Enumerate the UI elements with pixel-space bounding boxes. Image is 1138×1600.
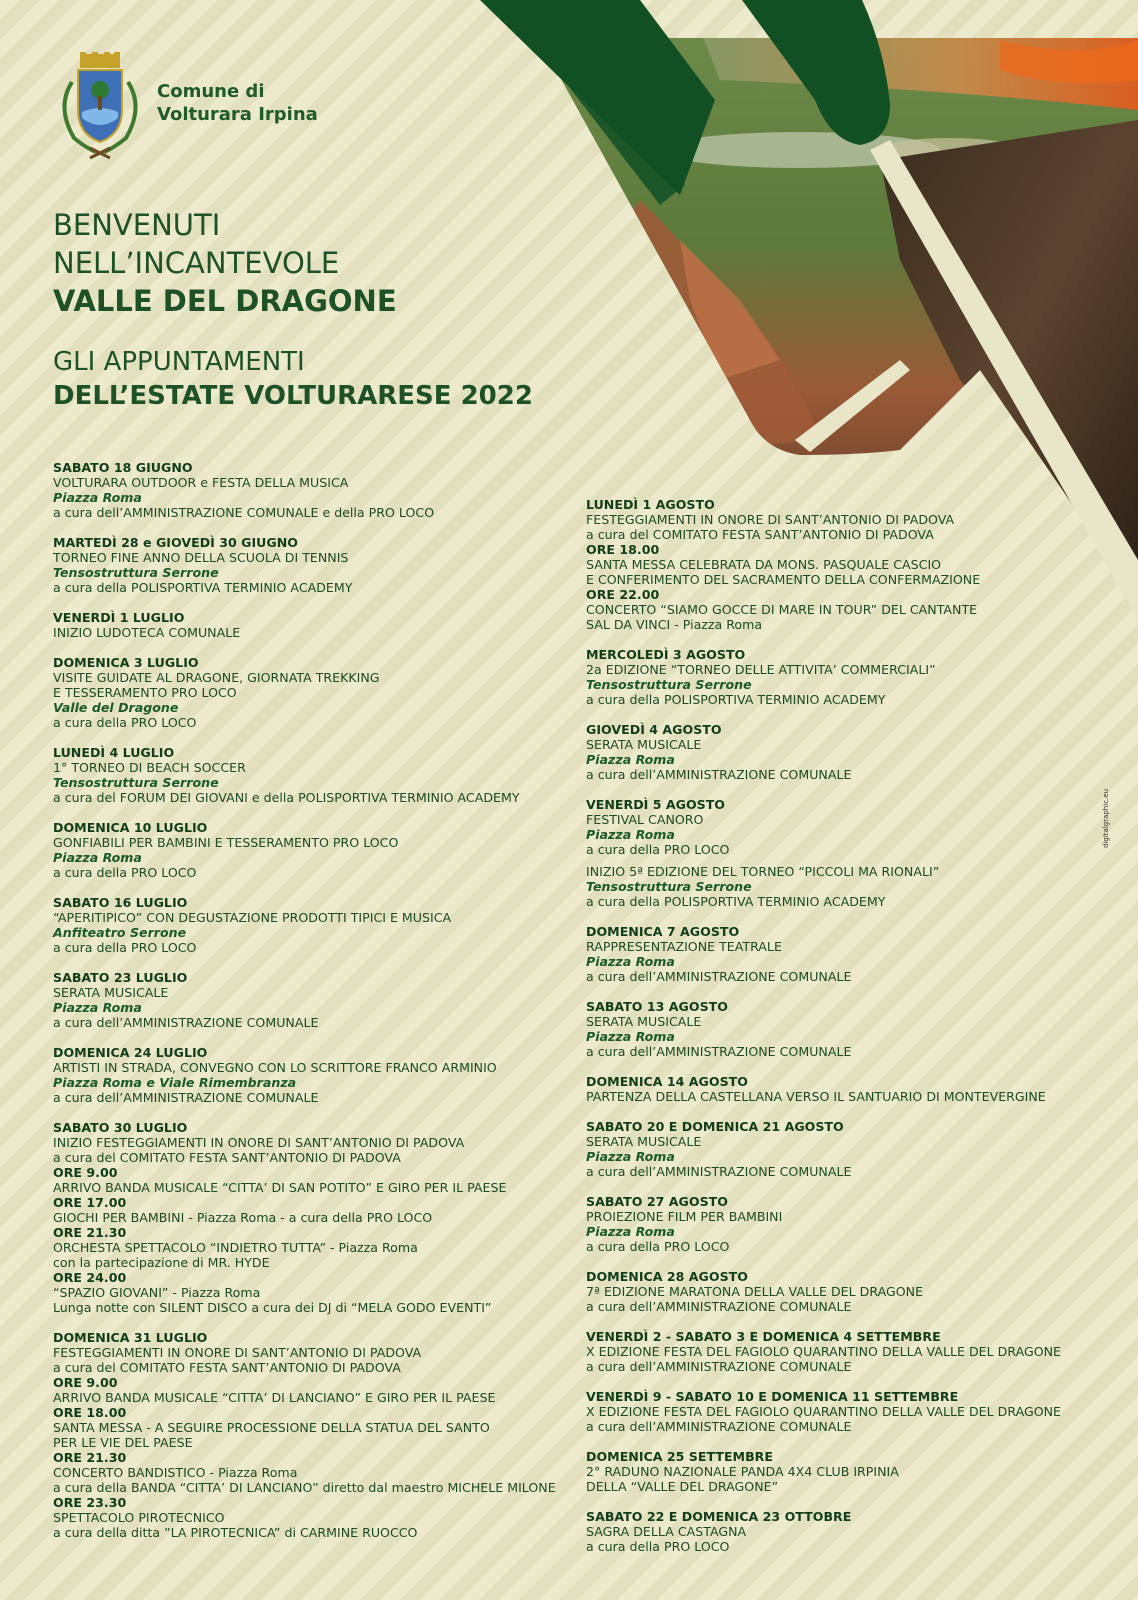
municipality-line-1: Comune di <box>157 81 265 102</box>
event-date: DOMENICA 28 AGOSTO <box>586 1269 748 1284</box>
event-location: Tensostruttura Serrone <box>586 677 752 692</box>
event-text: 1° TORNEO DI BEACH SOCCER <box>53 760 246 775</box>
event-location: Piazza Roma <box>586 1149 675 1164</box>
event-text: con la partecipazione di MR. HYDE <box>53 1255 270 1270</box>
event-entry <box>53 610 553 640</box>
event-location: Piazza Roma e Viale Rimembranza <box>53 1075 297 1090</box>
event-entry <box>586 497 1106 632</box>
event-location: Piazza Roma <box>586 1029 675 1044</box>
event-entry <box>53 745 553 805</box>
event-location: Tensostruttura Serrone <box>53 775 219 790</box>
event-text: INIZIO LUDOTECA COMUNALE <box>53 625 241 640</box>
event-entry <box>53 1330 556 1540</box>
event-text: DELLA “VALLE DEL DRAGONE” <box>586 1479 779 1494</box>
event-text: a cura dell’AMMINISTRAZIONE COMUNALE e della PRO LOCO <box>53 505 435 520</box>
event-text: ARRIVO BANDA MUSICALE “CITTA’ DI SAN POTITO” E GIRO PER IL PAESE <box>53 1180 507 1195</box>
welcome-line-1: BENVENUTI <box>53 208 221 242</box>
event-text: TORNEO FINE ANNO DELLA SCUOLA DI TENNIS <box>53 550 349 565</box>
event-time: ORE 18.00 <box>53 1405 127 1420</box>
event-date: SABATO 13 AGOSTO <box>586 999 728 1014</box>
event-text: SERATA MUSICALE <box>586 1014 702 1029</box>
event-location: Piazza Roma <box>53 850 142 865</box>
event-entry <box>586 1509 1106 1554</box>
event-date: LUNEDÌ 4 LUGLIO <box>53 745 175 760</box>
event-date: SABATO 22 E DOMENICA 23 OTTOBRE <box>586 1509 852 1524</box>
event-date: DOMENICA 7 AGOSTO <box>586 924 740 939</box>
event-text: PER LE VIE DEL PAESE <box>53 1435 193 1450</box>
event-text: “APERITIPICO” CON DEGUSTAZIONE PRODOTTI TIPICI E MUSICA <box>53 910 452 925</box>
event-text: ARRIVO BANDA MUSICALE “CITTA’ DI LANCIANO” E GIRO PER IL PAESE <box>53 1390 496 1405</box>
event-text: FESTIVAL CANORO <box>586 812 704 827</box>
event-text: ORCHESTA SPETTACOLO “INDIETRO TUTTA” - Piazza Roma <box>53 1240 418 1255</box>
event-location: Tensostruttura Serrone <box>586 879 752 894</box>
event-text: a cura del FORUM DEI GIOVANI e della POLISPORTIVA TERMINIO ACADEMY <box>53 790 520 805</box>
event-text: a cura dell’AMMINISTRAZIONE COMUNALE <box>53 1090 319 1105</box>
event-entry <box>586 797 1106 909</box>
event-time: ORE 21.30 <box>53 1225 127 1240</box>
event-entry <box>53 535 553 595</box>
event-date: SABATO 27 AGOSTO <box>586 1194 728 1209</box>
event-text: a cura dell’AMMINISTRAZIONE COMUNALE <box>586 1359 852 1374</box>
event-date: DOMENICA 10 LUGLIO <box>53 820 208 835</box>
event-location: Piazza Roma <box>53 1000 142 1015</box>
event-entry <box>586 1074 1106 1104</box>
event-text: PARTENZA DELLA CASTELLANA VERSO IL SANTUARIO DI MONTEVERGINE <box>586 1089 1046 1104</box>
event-date: DOMENICA 14 AGOSTO <box>586 1074 748 1089</box>
event-text: a cura della PRO LOCO <box>53 940 197 955</box>
event-entry <box>53 655 553 730</box>
event-text: a cura della POLISPORTIVA TERMINIO ACADEMY <box>586 692 886 707</box>
event-date: SABATO 18 GIUGNO <box>53 460 193 475</box>
event-entry <box>586 1449 1106 1494</box>
event-time: ORE 18.00 <box>586 542 660 557</box>
event-text: a cura dell’AMMINISTRAZIONE COMUNALE <box>53 1015 319 1030</box>
event-date: SABATO 16 LUGLIO <box>53 895 188 910</box>
event-text: PROIEZIONE FILM PER BAMBINI <box>586 1209 783 1224</box>
event-entry <box>53 895 553 955</box>
event-date: DOMENICA 3 LUGLIO <box>53 655 199 670</box>
event-location: Anfiteatro Serrone <box>53 925 187 940</box>
event-time: ORE 22.00 <box>586 587 660 602</box>
event-time: ORE 23.30 <box>53 1495 127 1510</box>
event-entry <box>53 970 553 1030</box>
event-text: a cura della PRO LOCO <box>586 1539 730 1554</box>
event-text: a cura della ditta ”LA PIROTECNICA” di CARMINE RUOCCO <box>53 1525 418 1540</box>
event-time: ORE 9.00 <box>53 1375 118 1390</box>
event-text: a cura della POLISPORTIVA TERMINIO ACADEMY <box>53 580 353 595</box>
municipal-coat-of-arms-icon <box>52 52 148 164</box>
event-text: 7ª EDIZIONE MARATONA DELLA VALLE DEL DRAGONE <box>586 1284 924 1299</box>
event-text: a cura dell’AMMINISTRAZIONE COMUNALE <box>586 969 852 984</box>
event-entry <box>586 647 1106 707</box>
program-line-1: GLI APPUNTAMENTI <box>53 347 305 377</box>
event-text: GONFIABILI PER BAMBINI E TESSERAMENTO PRO LOCO <box>53 835 399 850</box>
event-time: ORE 17.00 <box>53 1195 127 1210</box>
event-text: SANTA MESSA - A SEGUIRE PROCESSIONE DELLA STATUA DEL SANTO <box>53 1420 490 1435</box>
event-text: a cura della PRO LOCO <box>586 842 730 857</box>
event-date: DOMENICA 31 LUGLIO <box>53 1330 208 1345</box>
event-text: CONCERTO “SIAMO GOCCE DI MARE IN TOUR” DEL CANTANTE <box>586 602 978 617</box>
event-text: SAGRA DELLA CASTAGNA <box>586 1524 747 1539</box>
event-text: a cura del COMITATO FESTA SANT’ANTONIO DI PADOVA <box>53 1150 401 1165</box>
event-text: SERATA MUSICALE <box>586 737 702 752</box>
designer-credit-text: digitalgraphic.eu <box>1102 788 1110 848</box>
event-text: a cura dell’AMMINISTRAZIONE COMUNALE <box>586 1044 852 1059</box>
event-entry <box>586 1269 1106 1314</box>
event-entry <box>53 1045 553 1105</box>
event-text: a cura del COMITATO FESTA SANT’ANTONIO DI PADOVA <box>53 1360 401 1375</box>
municipality-line-2: Volturara Irpina <box>157 104 318 125</box>
event-entry <box>586 924 1106 984</box>
event-date: DOMENICA 25 SETTEMBRE <box>586 1449 773 1464</box>
event-date: VENERDÌ 1 LUGLIO <box>53 610 185 625</box>
event-location: Piazza Roma <box>586 1224 675 1239</box>
program-line-2: DELL’ESTATE VOLTURARESE 2022 <box>53 381 533 411</box>
event-text: a cura dell’AMMINISTRAZIONE COMUNALE <box>586 1164 852 1179</box>
event-date: VENERDÌ 9 - SABATO 10 E DOMENICA 11 SETTEMBRE <box>586 1389 959 1404</box>
event-entry <box>53 820 553 880</box>
event-text: SANTA MESSA CELEBRATA DA MONS. PASQUALE CASCIO <box>586 557 942 572</box>
event-date: DOMENICA 24 LUGLIO <box>53 1045 208 1060</box>
event-entry <box>53 460 553 520</box>
event-date: MERCOLEDÌ 3 AGOSTO <box>586 647 746 662</box>
event-location: Tensostruttura Serrone <box>53 565 219 580</box>
event-text: SERATA MUSICALE <box>53 985 169 1000</box>
event-text: 2° RADUNO NAZIONALE PANDA 4X4 CLUB IRPINIA <box>586 1464 899 1479</box>
event-date: SABATO 20 E DOMENICA 21 AGOSTO <box>586 1119 844 1134</box>
event-text: GIOCHI PER BAMBINI - Piazza Roma - a cura della PRO LOCO <box>53 1210 433 1225</box>
events-column-right <box>586 497 1106 1569</box>
event-text: a cura della PRO LOCO <box>586 1239 730 1254</box>
event-text: FESTEGGIAMENTI IN ONORE DI SANT’ANTONIO DI PADOVA <box>586 512 955 527</box>
event-text: X EDIZIONE FESTA DEL FAGIOLO QUARANTINO DELLA VALLE DEL DRAGONE <box>586 1344 1062 1359</box>
program-heading <box>53 345 533 413</box>
event-location: Piazza Roma <box>586 752 675 767</box>
event-entry <box>586 722 1106 782</box>
event-text: a cura dell’AMMINISTRAZIONE COMUNALE <box>586 767 852 782</box>
event-date: VENERDÌ 2 - SABATO 3 E DOMENICA 4 SETTEMBRE <box>586 1329 941 1344</box>
event-text: SPETTACOLO PIROTECNICO <box>53 1510 225 1525</box>
event-text: INIZIO 5ª EDIZIONE DEL TORNEO “PICCOLI MA RIONALI” <box>586 864 940 879</box>
welcome-line-2: NELL’INCANTEVOLE <box>53 246 340 280</box>
event-date: SABATO 30 LUGLIO <box>53 1120 188 1135</box>
event-location: Valle del Dragone <box>53 700 179 715</box>
event-text: SERATA MUSICALE <box>586 1134 702 1149</box>
event-date: GIOVEDÌ 4 AGOSTO <box>586 722 722 737</box>
event-date: LUNEDÌ 1 AGOSTO <box>586 497 715 512</box>
event-entry <box>586 1119 1106 1179</box>
event-spacer <box>586 857 1106 864</box>
event-text: FESTEGGIAMENTI IN ONORE DI SANT’ANTONIO DI PADOVA <box>53 1345 422 1360</box>
event-text: “SPAZIO GIOVANI” - Piazza Roma <box>53 1285 261 1300</box>
event-date: SABATO 23 LUGLIO <box>53 970 188 985</box>
event-location: Piazza Roma <box>53 490 142 505</box>
event-text: a cura dell’AMMINISTRAZIONE COMUNALE <box>586 1419 852 1434</box>
event-text: VISITE GUIDATE AL DRAGONE, GIORNATA TREKKING <box>53 670 380 685</box>
event-text: a cura della BANDA “CITTA’ DI LANCIANO” diretto dal maestro MICHELE MILONE <box>53 1480 556 1495</box>
event-text: a cura del COMITATO FESTA SANT’ANTONIO DI PADOVA <box>586 527 934 542</box>
event-text: X EDIZIONE FESTA DEL FAGIOLO QUARANTINO DELLA VALLE DEL DRAGONE <box>586 1404 1062 1419</box>
event-location: Piazza Roma <box>586 954 675 969</box>
event-text: CONCERTO BANDISTICO - Piazza Roma <box>53 1465 298 1480</box>
event-entry <box>53 1120 553 1315</box>
event-text: a cura della PRO LOCO <box>53 865 197 880</box>
events-column-left <box>53 460 556 1555</box>
event-location: Piazza Roma <box>586 827 675 842</box>
event-text: ARTISTI IN STRADA, CONVEGNO CON LO SCRITTORE FRANCO ARMINIO <box>53 1060 497 1075</box>
event-text: a cura dell’AMMINISTRAZIONE COMUNALE <box>586 1299 852 1314</box>
event-date: MARTEDÌ 28 e GIOVEDÌ 30 GIUGNO <box>53 535 298 550</box>
event-time: ORE 21.30 <box>53 1450 127 1465</box>
event-text: SAL DA VINCI - Piazza Roma <box>586 617 763 632</box>
event-text: VOLTURARA OUTDOOR e FESTA DELLA MUSICA <box>53 475 349 490</box>
event-text: E TESSERAMENTO PRO LOCO <box>53 685 237 700</box>
event-text: a cura della POLISPORTIVA TERMINIO ACADEMY <box>586 894 886 909</box>
event-text: Lunga notte con SILENT DISCO a cura dei DJ di “MELA GODO EVENTI” <box>53 1300 492 1315</box>
event-entry <box>586 1329 1106 1374</box>
event-entry <box>586 1389 1106 1434</box>
event-date: VENERDÌ 5 AGOSTO <box>586 797 726 812</box>
event-time: ORE 24.00 <box>53 1270 127 1285</box>
welcome-heading <box>53 206 397 320</box>
event-text: a cura della PRO LOCO <box>53 715 197 730</box>
event-entry <box>586 999 1106 1059</box>
event-text: INIZIO FESTEGGIAMENTI IN ONORE DI SANT’ANTONIO DI PADOVA <box>53 1135 465 1150</box>
event-entry <box>586 1194 1106 1254</box>
welcome-line-3: VALLE DEL DRAGONE <box>53 284 397 318</box>
municipality-name <box>157 80 318 126</box>
designer-credit <box>1102 760 1114 850</box>
event-text: E CONFERIMENTO DEL SACRAMENTO DELLA CONFERMAZIONE <box>586 572 981 587</box>
event-text: 2a EDIZIONE “TORNEO DELLE ATTIVITA’ COMMERCIALI” <box>586 662 936 677</box>
event-text: RAPPRESENTAZIONE TEATRALE <box>586 939 782 954</box>
event-time: ORE 9.00 <box>53 1165 118 1180</box>
